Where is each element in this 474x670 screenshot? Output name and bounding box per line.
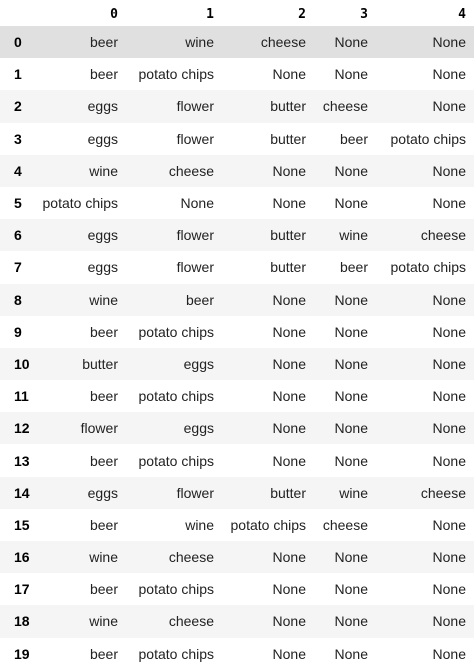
- table-cell: butter: [270, 259, 306, 276]
- table-row: [0, 477, 474, 509]
- table-cell: potato chips: [138, 581, 214, 598]
- table-row: [0, 284, 474, 316]
- row-index: 12: [14, 420, 30, 437]
- table-cell: potato chips: [42, 195, 118, 212]
- table-cell: butter: [82, 355, 118, 372]
- table-cell: beer: [89, 516, 118, 533]
- row-index: 17: [14, 581, 30, 598]
- table-cell: None: [432, 645, 466, 662]
- table-cell: flower: [176, 98, 214, 115]
- table-cell: cheese: [168, 549, 214, 566]
- table-cell: potato chips: [138, 66, 214, 83]
- table-header: [0, 0, 474, 26]
- table-row: [0, 155, 474, 187]
- table-cell: beer: [339, 259, 368, 276]
- column-header: 1: [206, 7, 214, 22]
- table-cell: None: [432, 323, 466, 340]
- row-index: 11: [14, 388, 29, 405]
- table-cell: None: [334, 355, 368, 372]
- table-cell: None: [432, 66, 466, 83]
- table-cell: None: [334, 388, 368, 405]
- table-cell: flower: [176, 130, 214, 147]
- table-cell: None: [272, 452, 306, 469]
- table-cell: wine: [339, 484, 368, 501]
- table-row: [0, 638, 474, 670]
- table-cell: cheese: [168, 162, 214, 179]
- table-cell: eggs: [87, 259, 118, 276]
- table-cell: eggs: [87, 130, 118, 147]
- table-row: [0, 187, 474, 219]
- table-row: [0, 605, 474, 637]
- table-cell: None: [272, 66, 306, 83]
- table-cell: butter: [270, 227, 306, 244]
- table-cell: beer: [339, 130, 368, 147]
- row-index: 15: [14, 516, 30, 533]
- table-row: [0, 573, 474, 605]
- table-cell: potato chips: [390, 259, 466, 276]
- table-cell: None: [272, 645, 306, 662]
- column-header: 4: [458, 7, 466, 22]
- table-cell: eggs: [87, 227, 118, 244]
- table-cell: flower: [80, 420, 118, 437]
- table-cell: wine: [89, 291, 118, 308]
- table-cell: butter: [270, 484, 306, 501]
- table-cell: wine: [185, 516, 214, 533]
- column-header: 0: [110, 7, 118, 22]
- table-cell: wine: [339, 227, 368, 244]
- table-cell: wine: [89, 549, 118, 566]
- table-body: [0, 26, 474, 670]
- table-cell: None: [334, 195, 368, 212]
- table-cell: None: [432, 355, 466, 372]
- row-index: 5: [14, 195, 22, 212]
- table-cell: potato chips: [390, 130, 466, 147]
- table-cell: None: [432, 516, 466, 533]
- table-cell: beer: [89, 34, 118, 51]
- table-cell: wine: [89, 613, 118, 630]
- table-cell: potato chips: [138, 452, 214, 469]
- table-cell: None: [334, 581, 368, 598]
- table-cell: None: [272, 613, 306, 630]
- table-cell: None: [432, 34, 466, 51]
- table-cell: wine: [185, 34, 214, 51]
- row-index: 16: [14, 549, 30, 566]
- row-index: 18: [14, 613, 30, 630]
- table-cell: None: [272, 549, 306, 566]
- table-cell: cheese: [420, 227, 466, 244]
- row-index: 9: [14, 323, 22, 340]
- table-cell: potato chips: [138, 645, 214, 662]
- row-index: 10: [14, 355, 30, 372]
- row-index: 3: [14, 130, 22, 147]
- table-cell: None: [334, 34, 368, 51]
- table-cell: cheese: [322, 516, 368, 533]
- table-cell: eggs: [87, 98, 118, 115]
- table-row: [0, 412, 474, 444]
- row-index: 7: [14, 259, 22, 276]
- table-cell: None: [432, 581, 466, 598]
- table-cell: None: [334, 291, 368, 308]
- table-cell: potato chips: [138, 388, 214, 405]
- row-index: 13: [14, 452, 30, 469]
- table-cell: None: [272, 355, 306, 372]
- table-cell: beer: [89, 388, 118, 405]
- row-index: 1: [14, 66, 22, 83]
- table-cell: potato chips: [230, 516, 306, 533]
- table-cell: None: [432, 98, 466, 115]
- index-header: [0, 0, 38, 26]
- table-cell: cheese: [322, 98, 368, 115]
- table-cell: None: [432, 162, 466, 179]
- table-cell: None: [334, 323, 368, 340]
- table-row: [0, 444, 474, 476]
- table-row: [0, 380, 474, 412]
- table-cell: None: [334, 420, 368, 437]
- header-row: [0, 0, 474, 26]
- table-row: [0, 58, 474, 90]
- table-cell: beer: [89, 66, 118, 83]
- table-cell: None: [272, 581, 306, 598]
- table-cell: None: [334, 66, 368, 83]
- table-cell: flower: [176, 484, 214, 501]
- table-cell: eggs: [183, 420, 214, 437]
- table-row: [0, 219, 474, 251]
- table-cell: eggs: [183, 355, 214, 372]
- table-row: [0, 541, 474, 573]
- table-cell: eggs: [87, 484, 118, 501]
- table-cell: None: [432, 549, 466, 566]
- table-cell: None: [334, 162, 368, 179]
- table-row: [0, 90, 474, 122]
- table-cell: None: [272, 195, 306, 212]
- table-cell: None: [432, 388, 466, 405]
- table-cell: None: [334, 452, 368, 469]
- row-index: 0: [14, 34, 22, 51]
- table-cell: None: [334, 613, 368, 630]
- row-index: 19: [14, 645, 30, 662]
- table-row: [0, 509, 474, 541]
- row-index: 2: [14, 98, 22, 115]
- table-row: [0, 123, 474, 155]
- row-index: 6: [14, 227, 22, 244]
- table-cell: beer: [89, 581, 118, 598]
- table-cell: wine: [89, 162, 118, 179]
- table-cell: None: [180, 195, 214, 212]
- table-cell: flower: [176, 227, 214, 244]
- row-index: 4: [14, 162, 22, 179]
- table-cell: None: [432, 420, 466, 437]
- table-row: [0, 251, 474, 283]
- table-cell: beer: [89, 323, 118, 340]
- table-cell: beer: [89, 452, 118, 469]
- table-row: [0, 316, 474, 348]
- table-cell: cheese: [168, 613, 214, 630]
- row-index: 14: [14, 484, 30, 501]
- table-cell: potato chips: [138, 323, 214, 340]
- table-cell: None: [272, 291, 306, 308]
- table-cell: None: [334, 645, 368, 662]
- table-cell: None: [272, 420, 306, 437]
- column-header: 2: [298, 7, 306, 22]
- table-cell: butter: [270, 130, 306, 147]
- table-cell: cheese: [420, 484, 466, 501]
- table-cell: None: [334, 549, 368, 566]
- table-cell: None: [432, 291, 466, 308]
- table-cell: beer: [185, 291, 214, 308]
- table-cell: None: [272, 388, 306, 405]
- row-index: 8: [14, 291, 22, 308]
- table-cell: None: [272, 162, 306, 179]
- table-row: [0, 348, 474, 380]
- table-cell: flower: [176, 259, 214, 276]
- table-cell: None: [432, 613, 466, 630]
- table-cell: cheese: [260, 34, 306, 51]
- table-cell: None: [272, 323, 306, 340]
- table-cell: butter: [270, 98, 306, 115]
- column-header: 3: [360, 7, 368, 22]
- table-cell: None: [432, 195, 466, 212]
- table-cell: None: [432, 452, 466, 469]
- table-cell: beer: [89, 645, 118, 662]
- table-row: [0, 26, 474, 58]
